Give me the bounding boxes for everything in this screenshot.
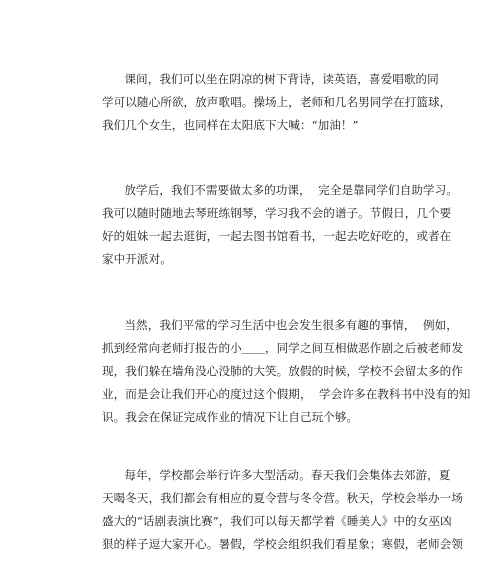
text-line: 家中开派对。 bbox=[102, 252, 172, 266]
text-line: 天喝冬天，我们都会有相应的夏令营与冬令营。秋天，学校会举办一场 bbox=[102, 491, 463, 505]
paragraph-fun-events bbox=[102, 314, 471, 429]
text-line: 每年，学校都会举行许多大型活动。春天我们会集体去郊游，夏 bbox=[102, 468, 451, 482]
paragraph-school-activities bbox=[102, 464, 463, 556]
text-line: 现，我们躲在墙角没心没肺的大笑。放假的时候，学校不会留太多的作 bbox=[102, 364, 463, 378]
text-line: 狠的样子逗大家开心。暑假，学校会组织我们看星象；寒假，老师会领 bbox=[102, 537, 463, 551]
text-line: 盛大的“话剧表演比赛”，我们可以每天都学着《睡美人》中的女巫凶 bbox=[102, 514, 452, 528]
text-line: 业，而是会让我们开心的度过这个假期， 学会许多在教科书中没有的知 bbox=[102, 387, 471, 401]
text-line: 我们几个女生，也同样在太阳底下大喊：“加油！” bbox=[102, 118, 359, 132]
text-line: 我可以随时随地去琴班练钢琴，学习我不会的谱子。节假日，几个要 bbox=[102, 206, 452, 220]
text-line: 抓到经常向老师打报告的小＿＿，同学之间互相做恶作剧之后被老师发 bbox=[102, 341, 463, 355]
text-line: 当然，我们平常的学习生活中也会发生很多有趣的事情， 例如， bbox=[102, 318, 458, 332]
text-line: 好的姐妹一起去逛街，一起去图书馆看书，一起去吃好吃的，或者在 bbox=[102, 229, 452, 243]
text-line: 识。我会在保证完成作业的情况下让自己玩个够。 bbox=[102, 410, 359, 424]
paragraph-after-school bbox=[102, 179, 458, 271]
text-line: 学可以随心所欲，放声歌唱。操场上，老师和几名男同学在打篮球， bbox=[102, 95, 452, 109]
text-line: 课间，我们可以坐在阴凉的树下背诗，读英语，喜爱唱歌的同 bbox=[102, 72, 439, 86]
text-line: 放学后，我们不需要做太多的功课， 完全是靠同学们自助学习。 bbox=[102, 183, 458, 197]
paragraph-recess bbox=[102, 68, 452, 137]
